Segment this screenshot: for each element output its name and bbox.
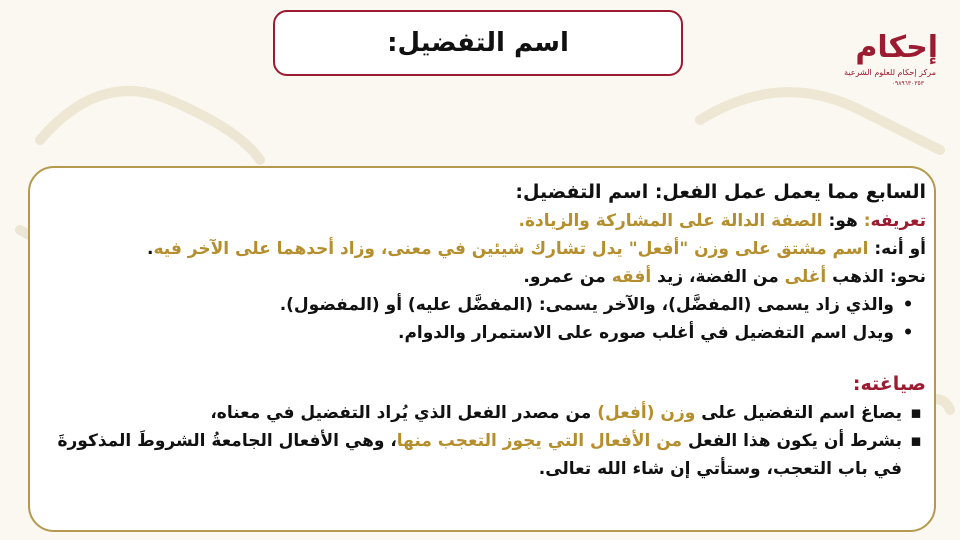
square-bullet: ▪	[910, 431, 922, 451]
section-heading: السابع مما يعمل عمل الفعل: اسم التفضيل:	[515, 181, 926, 203]
alt-end: .	[147, 239, 154, 259]
alt-prefix: أو أنه:	[868, 239, 926, 259]
formation-1-part-1: يصاغ اسم التفضيل على	[695, 403, 902, 423]
definition-text: الصفة الدالة على المشاركة والزيادة.	[518, 211, 823, 231]
bullet-dot: •	[902, 323, 914, 343]
formation-item	[48, 427, 926, 483]
example-word-1: أغلى	[784, 267, 827, 287]
title-box	[273, 10, 683, 76]
formation-2-part-2: ، وهي الأفعال الجامعةُ الشروطَ المذكورةَ في باب التعجب، وستأتي إن شاء الله تعالى.	[57, 431, 902, 479]
formation-heading: صياغته:	[852, 373, 926, 395]
alternative-definition-line	[48, 235, 926, 263]
logo-name: إحكام	[855, 30, 938, 65]
formation-2-part-1: بشرط أن يكون هذا الفعل	[682, 431, 902, 451]
formation-1-word: وزن (أفعل)	[597, 403, 696, 423]
example-line	[48, 263, 926, 291]
definition-label: تعريفه	[870, 211, 926, 231]
content	[48, 177, 926, 483]
logo-number: ٠٩٨٩٦٣٠٣٥٣	[891, 80, 924, 87]
square-bullet: ▪	[910, 403, 922, 423]
bullet-item	[48, 291, 918, 319]
alt-text: اسم مشتق على وزن "أفعل" يدل تشارك شيئين في معنى، وزاد أحدهما على الآخر فيه	[153, 239, 869, 259]
page-title: اسم التفضيل:	[387, 28, 569, 58]
logo-subtitle: مركز إحكام للعلوم الشرعية	[844, 68, 936, 77]
example-part-3: من عمرو.	[523, 267, 612, 287]
example-part-2: من الفضة، زيد	[651, 267, 785, 287]
bullet-text-1: والذي زاد يسمى (المفضَّل)، والآخر يسمى: (المفضَّل عليه) أو (المفضول).	[279, 295, 894, 315]
bullet-item	[48, 319, 918, 347]
formation-item	[48, 399, 926, 427]
formation-2-word: من الأفعال التي يجوز التعجب منها	[396, 431, 683, 451]
logo	[844, 22, 938, 94]
formation-1-part-2: من مصدر الفعل الذي يُراد التفضيل في معناه،	[210, 403, 598, 423]
definition-huwa: هو:	[822, 211, 858, 231]
bullet-dot: •	[902, 295, 914, 315]
definition-colon: :	[857, 211, 871, 231]
example-part-1: نحو: الذهب	[826, 267, 926, 287]
bullet-text-2: ويدل اسم التفضيل في أغلب صوره على الاستمرار والدوام.	[398, 323, 894, 343]
example-word-2: أفقه	[611, 267, 652, 287]
definition-line	[48, 207, 926, 235]
